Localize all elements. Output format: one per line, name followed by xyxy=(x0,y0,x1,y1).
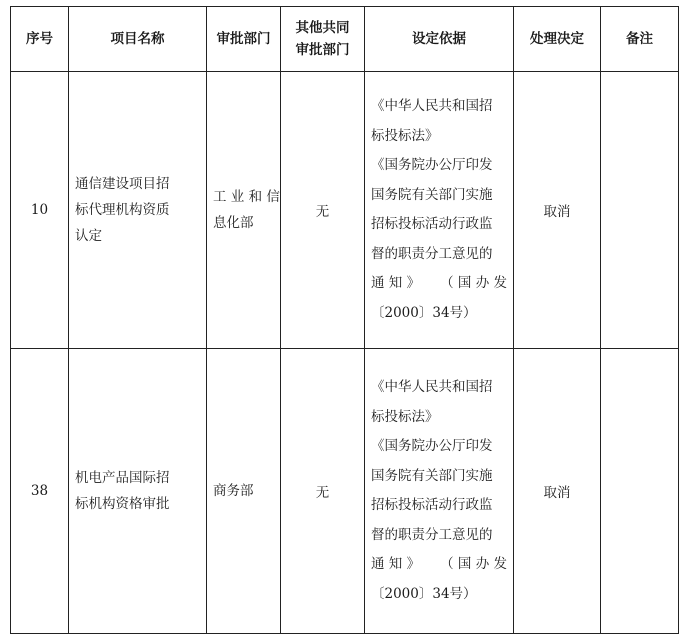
row-basis-line: 督的职责分工意见的 xyxy=(371,526,493,543)
header-other-line2: 审批部门 xyxy=(295,42,350,58)
row-basis xyxy=(365,72,514,349)
row-other-dept: 无 xyxy=(281,349,365,634)
row-basis-line: 标投标法》 xyxy=(371,408,439,425)
row-name-line: 机电产品国际招 xyxy=(75,470,170,486)
row-basis-justified-line xyxy=(371,550,507,580)
row-remarks xyxy=(601,349,679,634)
header-dept: 审批部门 xyxy=(207,7,281,72)
header-basis: 设定依据 xyxy=(365,7,514,72)
row-basis-part: （ 国 办 发 xyxy=(440,556,507,572)
row-basis-line: 《中华人民共和国招 xyxy=(371,379,493,395)
row-basis-line: 标投标法》 xyxy=(371,127,439,144)
row-remarks xyxy=(601,72,679,349)
header-row xyxy=(11,7,679,72)
row-basis-part: 通 知 》 xyxy=(371,275,421,291)
row-dept-line: 息化部 xyxy=(213,215,254,231)
row-name-line: 标代理机构资质 xyxy=(75,202,170,218)
row-name xyxy=(69,349,207,634)
header-other-dept xyxy=(281,7,365,72)
row-basis-line: 国务院有关部门实施 xyxy=(371,186,493,203)
row-basis-part: 通 知 》 xyxy=(371,556,421,572)
row-decision: 取消 xyxy=(514,349,601,634)
row-decision: 取消 xyxy=(514,72,601,349)
table-row xyxy=(11,349,679,634)
row-basis-line: 《国务院办公厅印发 xyxy=(371,438,493,454)
row-other-dept: 无 xyxy=(281,72,365,349)
header-remarks: 备注 xyxy=(601,7,679,72)
row-name-line: 认定 xyxy=(75,228,102,244)
row-name-line: 标机构资格审批 xyxy=(75,496,170,512)
row-dept xyxy=(207,349,281,634)
row-name xyxy=(69,72,207,349)
row-basis-justified-line xyxy=(371,269,507,299)
row-basis-line: 招标投标活动行政监 xyxy=(371,497,493,513)
header-other-line1: 其他共同 xyxy=(295,20,350,36)
row-basis-part: （ 国 办 发 xyxy=(440,275,507,291)
table-row xyxy=(11,72,679,349)
header-name: 项目名称 xyxy=(69,7,207,72)
row-no: 38 xyxy=(11,349,69,634)
row-basis xyxy=(365,349,514,634)
header-decision: 处理决定 xyxy=(514,7,601,72)
row-name-line: 通信建设项目招 xyxy=(75,176,170,192)
row-basis-line: 招标投标活动行政监 xyxy=(371,216,493,232)
row-dept xyxy=(207,72,281,349)
row-basis-line: 〔2000〕34号） xyxy=(371,585,477,602)
row-basis-line: 《中华人民共和国招 xyxy=(371,98,493,114)
row-basis-line: 〔2000〕34号） xyxy=(371,304,477,321)
row-basis-line: 督的职责分工意见的 xyxy=(371,245,493,262)
row-basis-line: 国务院有关部门实施 xyxy=(371,467,493,484)
row-dept-line: 商务部 xyxy=(213,483,254,499)
header-no: 序号 xyxy=(11,7,69,72)
row-basis-line: 《国务院办公厅印发 xyxy=(371,157,493,173)
row-dept-line: 工 业 和 信 xyxy=(213,189,280,205)
approval-table xyxy=(10,6,679,634)
row-no: 10 xyxy=(11,72,69,349)
